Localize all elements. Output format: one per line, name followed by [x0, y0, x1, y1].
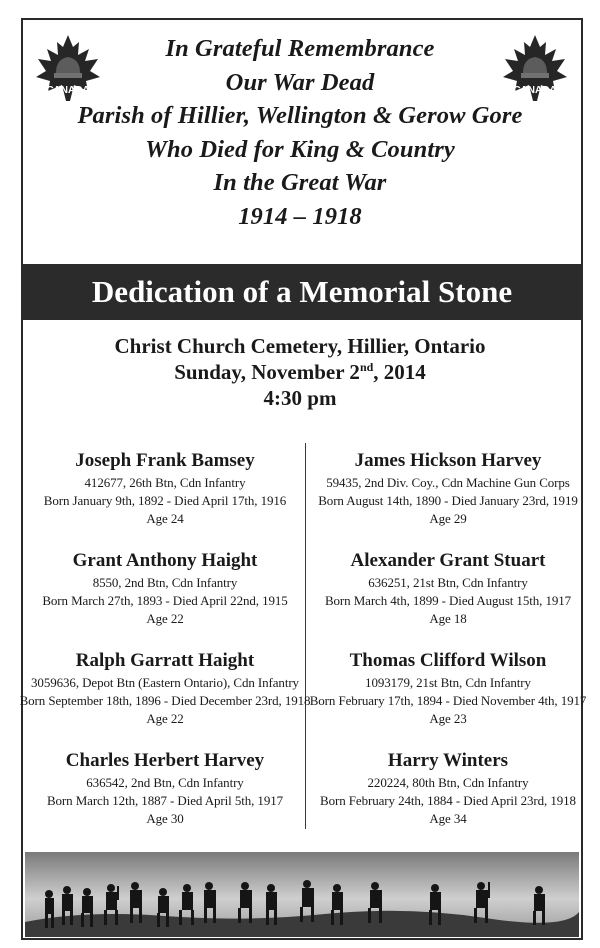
soldier-dates: Born February 17th, 1894 - Died November 4th, 1917 [309, 693, 587, 708]
soldier-age: Age 29 [429, 511, 467, 526]
banner-title: Dedication of a Memorial Stone [21, 264, 583, 320]
soldiers-column-right [298, 448, 598, 848]
header-line-5: In the Great War [213, 169, 387, 196]
soldier-unit: 59435, 2nd Div. Coy., Cdn Machine Gun Corps [326, 475, 570, 490]
soldiers-column-left [15, 448, 315, 848]
soldier-entry [298, 448, 598, 548]
soldier-age: Age 34 [429, 811, 467, 826]
soldier-name: Thomas Clifford Wilson [349, 650, 547, 671]
soldier-age: Age 22 [146, 611, 184, 626]
soldier-age: Age 18 [429, 611, 467, 626]
header-line-1: In Grateful Remembrance [165, 35, 435, 62]
soldier-dates: Born March 27th, 1893 - Died April 22nd, 1915 [42, 593, 288, 608]
soldier-dates: Born January 9th, 1892 - Died April 17th, 1916 [43, 493, 287, 508]
soldier-entry [15, 448, 315, 548]
soldier-dates: Born September 18th, 1896 - Died December 23rd, 1918 [19, 693, 311, 708]
soldier-entry [15, 648, 315, 748]
soldier-entry [15, 748, 315, 848]
event-date [0, 359, 600, 385]
soldier-name: Harry Winters [387, 750, 509, 771]
event-date-suffix: nd [359, 360, 374, 374]
event-date-year: , 2014 [373, 360, 426, 384]
event-time: 4:30 pm [263, 386, 337, 410]
soldier-age: Age 30 [146, 811, 184, 826]
soldier-unit: 636251, 21st Btn, Cdn Infantry [368, 575, 528, 590]
soldier-unit: 1093179, 21st Btn, Cdn Infantry [365, 675, 531, 690]
soldier-unit: 636542, 2nd Btn, Cdn Infantry [86, 775, 244, 790]
soldier-dates: Born March 12th, 1887 - Died April 5th, 1917 [46, 793, 284, 808]
soldier-name: Charles Herbert Harvey [65, 750, 265, 771]
event-location: Christ Church Cemetery, Hillier, Ontario [114, 334, 486, 358]
soldier-name: Grant Anthony Haight [72, 550, 258, 571]
soldier-age: Age 22 [146, 711, 184, 726]
header-line-3: Parish of Hillier, Wellington & Gerow Gore [77, 102, 523, 129]
soldier-dates: Born February 24th, 1884 - Died April 23rd, 1918 [320, 793, 576, 808]
event-details [0, 333, 600, 411]
logo-text-right: CANADA [513, 85, 557, 96]
soldier-unit: 220224, 80th Btn, Cdn Infantry [367, 775, 529, 790]
dedication-header [0, 32, 600, 233]
soldier-dates: Born March 4th, 1899 - Died August 15th, 1917 [324, 593, 572, 608]
soldier-age: Age 23 [429, 711, 467, 726]
soldier-name: Ralph Garratt Haight [75, 650, 255, 671]
soldier-dates: Born August 14th, 1890 - Died January 23rd, 1919 [318, 493, 578, 508]
event-date-prefix: Sunday, November 2 [174, 360, 360, 384]
header-line-2: Our War Dead [225, 68, 375, 96]
soldier-age: Age 24 [146, 511, 184, 526]
header-line-6: 1914 – 1918 [238, 202, 362, 230]
soldier-unit: 412677, 26th Btn, Cdn Infantry [84, 475, 246, 490]
soldier-unit: 3059636, Depot Btn (Eastern Ontario), Cdn Infantry [31, 675, 299, 690]
soldier-entry [298, 548, 598, 648]
soldiers-silhouette-image [25, 852, 579, 937]
header-line-4: Who Died for King & Country [145, 135, 455, 163]
soldier-name: Joseph Frank Bamsey [75, 450, 255, 471]
soldier-unit: 8550, 2nd Btn, Cdn Infantry [92, 575, 238, 590]
logo-text-left: CANADA [46, 85, 90, 96]
soldier-name: James Hickson Harvey [354, 450, 542, 471]
soldier-entry [15, 548, 315, 648]
soldier-entry [298, 748, 598, 848]
soldier-name: Alexander Grant Stuart [350, 550, 546, 571]
soldier-entry [298, 648, 598, 748]
